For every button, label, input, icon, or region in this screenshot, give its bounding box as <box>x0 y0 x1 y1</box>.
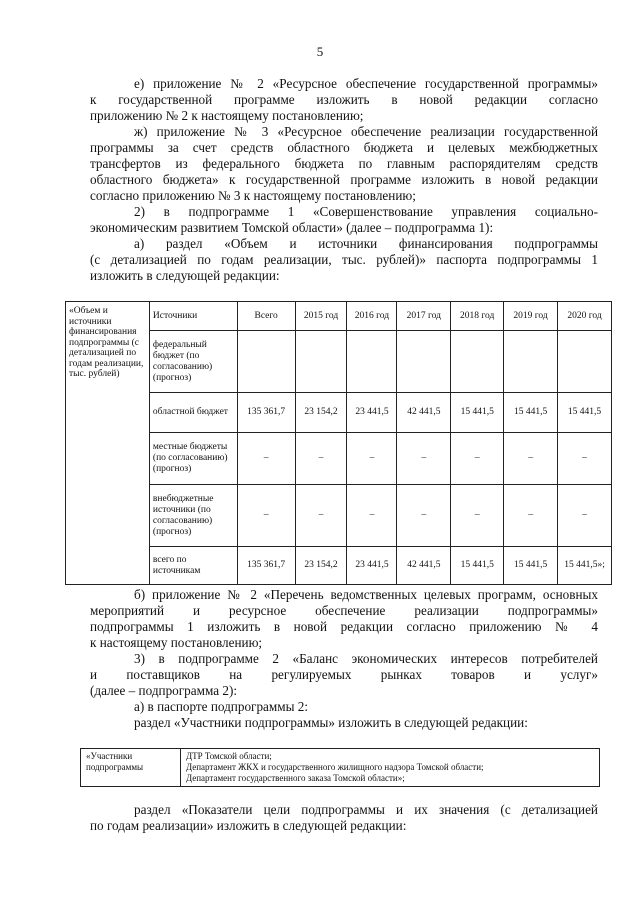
list-item: Департамент ЖКХ и государственного жилищного надзора Томской области; <box>186 762 484 772</box>
table-cell: – <box>347 433 397 485</box>
table-cell <box>451 331 504 393</box>
column-header: 2017 год <box>397 302 451 331</box>
table-cell: 23 154,2 <box>295 393 347 433</box>
table-cell: 15 441,5 <box>504 393 558 433</box>
table-cell: – <box>237 485 295 547</box>
table-cell <box>504 331 558 393</box>
text-line: согласно приложению № 3 к настоящему постановлению; <box>90 188 416 203</box>
paragraph-block-2 <box>90 587 598 731</box>
column-header: 2020 год <box>558 302 612 331</box>
table-cell: 15 441,5»; <box>558 547 612 585</box>
text-line: (далее – подпрограмма 2): <box>90 683 238 698</box>
table-cell: – <box>295 433 347 485</box>
participants-list <box>181 749 600 787</box>
table-cell: 15 441,5 <box>504 547 558 585</box>
table-cell: – <box>451 485 504 547</box>
table-cell: – <box>347 485 397 547</box>
column-header: 2019 год <box>504 302 558 331</box>
text-line: б) приложение № 2 «Перечень ведомственных целевых программ, основных <box>134 587 598 602</box>
table-cell: – <box>504 433 558 485</box>
text-line: по годам реализации» изложить в следующей редакции: <box>90 818 407 833</box>
source-label: внебюджетные источники (по согласованию) (прогноз) <box>149 485 237 547</box>
table-cell: 42 441,5 <box>397 547 451 585</box>
table-cell <box>397 331 451 393</box>
table-cell: 135 361,7 <box>237 393 295 433</box>
list-item: Департамент государственного заказа Томской области»; <box>186 773 405 783</box>
financing-row-label: «Объем и источники финансирования подпрограммы (с детализацией по годам реализации, тыс. рублей) <box>66 302 150 585</box>
column-header: Источники <box>149 302 237 331</box>
page-number: 5 <box>316 44 324 59</box>
table-cell: 15 441,5 <box>451 547 504 585</box>
table-cell: – <box>295 485 347 547</box>
table-row <box>81 749 600 787</box>
source-label: федеральный бюджет (по согласованию) (прогноз) <box>149 331 237 393</box>
text-line: изложить в следующей редакции: <box>90 268 280 283</box>
text-line: а) в паспорте подпрограммы 2: <box>134 699 308 714</box>
table-cell: 23 441,5 <box>347 393 397 433</box>
text-line: к настоящему постановлению; <box>90 635 263 650</box>
text-line: 2) в подпрограмме 1 «Совершенствование управления социально- <box>134 204 598 219</box>
text-line: к государственной программе изложить в новой редакции согласно <box>90 92 598 107</box>
text-line: трансфертов из федерального бюджета по главным распорядителям средств <box>90 156 598 171</box>
table-cell <box>347 331 397 393</box>
financing-table <box>65 301 612 585</box>
table-cell <box>295 331 347 393</box>
text-line: программы за счет средств областного бюджета и целевых межбюджетных <box>90 140 598 155</box>
table-cell: – <box>558 433 612 485</box>
participants-label: «Участники подпрограммы <box>81 749 181 787</box>
text-line: раздел «Участники подпрограммы» изложить в следующей редакции: <box>134 715 528 730</box>
table-cell: – <box>504 485 558 547</box>
text-line: раздел «Показатели цели подпрограммы и их значения (с детализацией <box>134 802 598 817</box>
text-line: и поставщиков на регулируемых рынках товаров и услуг» <box>90 667 598 682</box>
table-cell: – <box>558 485 612 547</box>
text-line: (с детализацией по годам реализации, тыс. рублей)» паспорта подпрограммы 1 <box>90 252 598 267</box>
table-cell: – <box>451 433 504 485</box>
table-cell <box>558 331 612 393</box>
paragraph-block-1 <box>90 76 598 284</box>
column-header: 2018 год <box>451 302 504 331</box>
participants-table <box>80 748 600 787</box>
text-line: ж) приложение № 3 «Ресурсное обеспечение реализации государственной <box>134 124 598 139</box>
text-line: 3) в подпрограмме 2 «Баланс экономических интересов потребителей <box>134 651 598 666</box>
source-label: областной бюджет <box>149 393 237 433</box>
text-line: а) раздел «Объем и источники финансирования подпрограммы <box>134 236 598 251</box>
column-header: Всего <box>237 302 295 331</box>
source-label: местные бюджеты (по согласованию) (прогноз) <box>149 433 237 485</box>
text-line: экономическим развитием Томской области» (далее – подпрограмма 1): <box>90 220 494 235</box>
paragraph-block-3 <box>90 802 598 834</box>
text-line: приложению № 2 к настоящему постановлению; <box>90 108 364 123</box>
list-item: ДТР Томской области; <box>186 751 272 761</box>
table-cell: 42 441,5 <box>397 393 451 433</box>
text-line: е) приложение № 2 «Ресурсное обеспечение государственной программы» <box>134 76 598 91</box>
table-cell: 15 441,5 <box>558 393 612 433</box>
table-cell: – <box>237 433 295 485</box>
table-cell: – <box>397 433 451 485</box>
source-label: всего по источникам <box>149 547 237 585</box>
table-cell: 23 441,5 <box>347 547 397 585</box>
table-cell: 15 441,5 <box>451 393 504 433</box>
column-header: 2015 год <box>295 302 347 331</box>
text-line: областного бюджета» к государственной программе изложить в новой редакции <box>90 172 598 187</box>
text-line: мероприятий и ресурсное обеспечение реализации подпрограммы» <box>90 603 598 618</box>
table-cell: – <box>397 485 451 547</box>
table-cell <box>237 331 295 393</box>
table-cell: 135 361,7 <box>237 547 295 585</box>
text-line: подпрограммы 1 изложить в новой редакции согласно приложению № 4 <box>90 619 598 634</box>
table-cell: 23 154,2 <box>295 547 347 585</box>
column-header: 2016 год <box>347 302 397 331</box>
